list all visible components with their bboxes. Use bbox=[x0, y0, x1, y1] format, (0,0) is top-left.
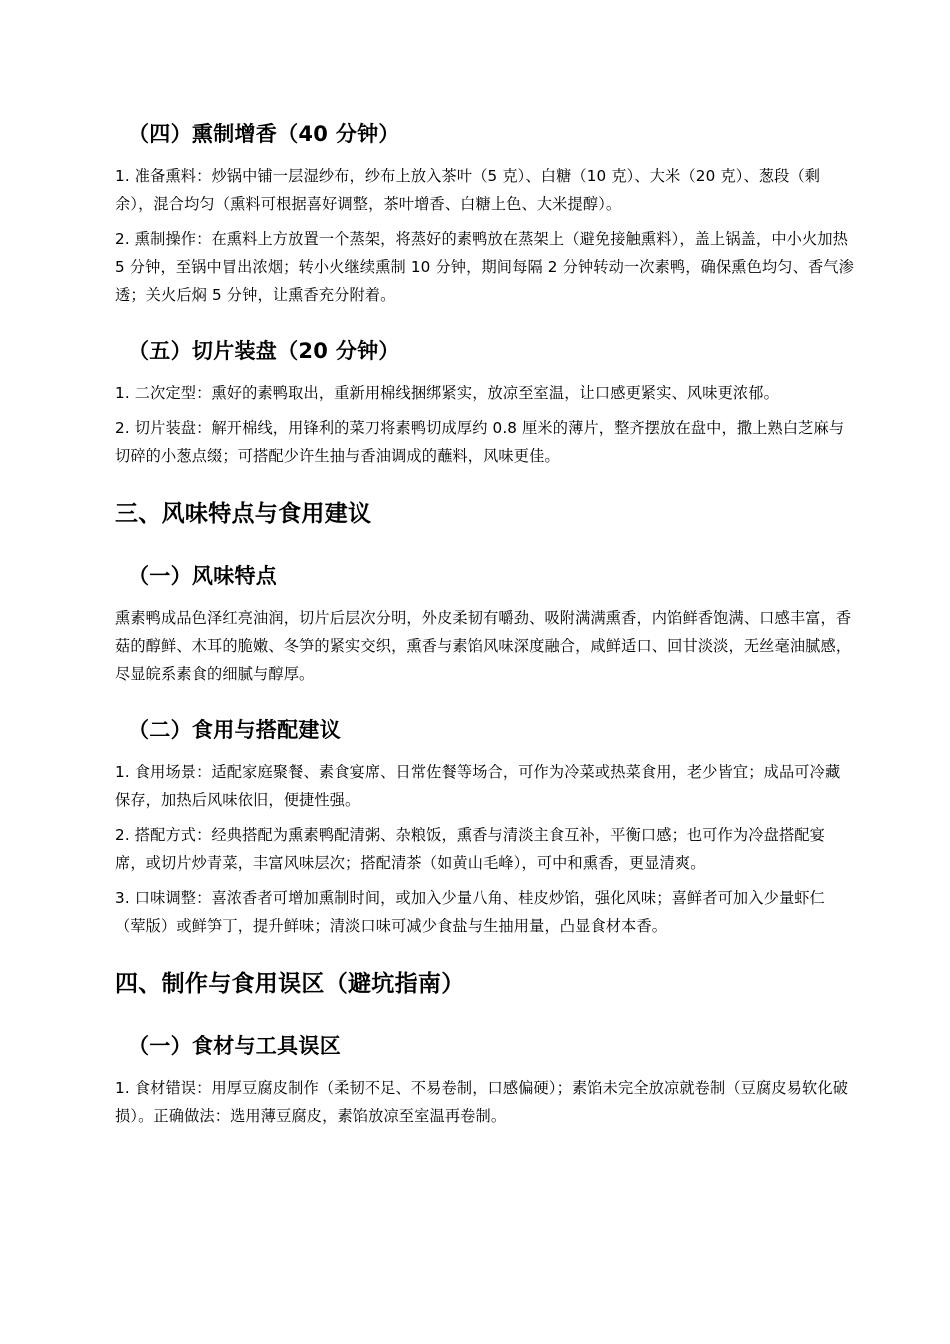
paragraph-pairing-method: 2. 搭配方式：经典搭配为熏素鸭配清粥、杂粮饭，熏香与清淡主食互补，平衡口感；也可作为冷盘搭配宴席，或切片炒青菜，丰富风味层次；搭配清茶（如黄山毛峰），可中和熏香，更显清爽。 bbox=[115, 826, 825, 872]
paragraph-pairing-taste: 3. 口味调整：喜浓香者可增加熏制时间，或加入少量八角、桂皮炒馅，强化风味；喜鲜者可加入少量虾仁（荤版）或鲜笋丁，提升鲜味；清淡口味可减少食盐与生抽用量，凸显食材本香。 bbox=[115, 889, 825, 935]
section-heading-mistakes: （一）食材与工具误区 bbox=[128, 1034, 341, 1058]
paragraph-smoking-prep: 1. 准备熏料：炒锅中铺一层湿纱布，纱布上放入茶叶（5 克）、白糖（10 克）、大米（20 克）、葱段（剩余），混合均匀（熏料可根据喜好调整，茶叶增香、白糖上色、大米提醇）。 bbox=[115, 167, 821, 213]
section-heading-flavor: （一）风味特点 bbox=[128, 564, 278, 588]
paragraph-ingredient-mistakes: 1. 食材错误：用厚豆腐皮制作（柔韧不足、不易卷制，口感偏硬）；素馅未完全放凉就卷制（豆腐皮易软化破损）。正确做法：选用薄豆腐皮，素馅放凉至室温再卷制。 bbox=[115, 1079, 849, 1125]
paragraph-flavor: 熏素鸭成品色泽红亮油润，切片后层次分明，外皮柔韧有嚼劲、吸附满满熏香，内馅鲜香饱满、口感丰富，香菇的醇鲜、木耳的脆嫩、冬笋的紧实交织，熏香与素馅风味深度融合，咸鲜适口、回甘淡淡，无丝毫油腻感，尽显皖系素食的细腻与醇厚。 bbox=[115, 609, 852, 683]
paragraph-smoking-operation: 2. 熏制操作：在熏料上方放置一个蒸架，将蒸好的素鸭放在蒸架上（避免接触熏料），盖上锅盖，中小火加热 5 分钟，至锅中冒出浓烟；转小火继续熏制 10 分钟，期间每隔 2 分钟转动一次素鸭，确保熏色均匀、香气渗透；关火后焖 5 分钟，让熏香充分附着。 bbox=[115, 230, 854, 304]
paragraph-pairing-scene: 1. 食用场景：适配家庭聚餐、素食宴席、日常佐餐等场合，可作为冷菜或热菜食用，老少皆宜；成品可冷藏保存，加热后风味依旧，便捷性强。 bbox=[115, 763, 841, 809]
chapter-title-flavor: 三、风味特点与食用建议 bbox=[115, 501, 372, 527]
section-heading-pairing: （二）食用与搭配建议 bbox=[128, 718, 341, 742]
section-heading-slicing: （五）切片装盘（20 分钟） bbox=[128, 339, 400, 363]
paragraph-slicing-plating: 2. 切片装盘：解开棉线，用锋利的菜刀将素鸭切成厚约 0.8 厘米的薄片，整齐摆放在盘中，撒上熟白芝麻与切碎的小葱点缀；可搭配少许生抽与香油调成的蘸料，风味更佳。 bbox=[115, 419, 845, 465]
chapter-title-mistakes: 四、制作与食用误区（避坑指南） bbox=[115, 971, 465, 997]
paragraph-second-shaping: 1. 二次定型：熏好的素鸭取出，重新用棉线捆绑紧实，放凉至室温，让口感更紧实、风味更浓郁。 bbox=[115, 384, 779, 402]
section-heading-smoking: （四）熏制增香（40 分钟） bbox=[128, 122, 400, 146]
